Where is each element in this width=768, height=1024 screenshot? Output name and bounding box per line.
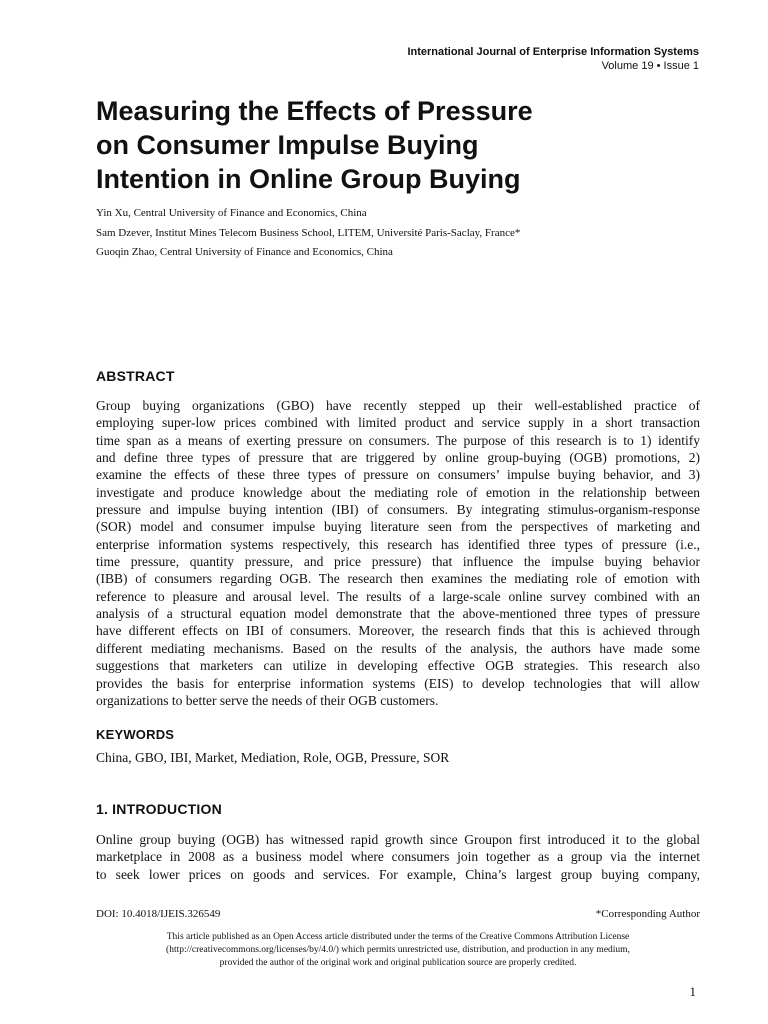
page-number: 1 <box>689 984 696 999</box>
abstract-line: organizations to better serve the needs of their OGB customers. <box>96 692 439 708</box>
introduction-line: to seek lower prices on goods and services. For example, China’s largest group buying company, <box>96 866 700 882</box>
abstract-line: time span as a means of exerting pressure on consumers. The purpose of this research is to 1) identify <box>96 432 700 448</box>
abstract-line: have different effects on IBI of consumers. Moreover, the research finds that this is achieved through <box>96 623 700 639</box>
title-line: Measuring the Effects of Pressure <box>96 96 533 126</box>
author-affiliation: Guoqin Zhao, Central University of Finance and Economics, China <box>96 246 393 258</box>
license-line: provided the author of the original work and original publication source are properly credited. <box>219 958 577 968</box>
title-line: on Consumer Impulse Buying <box>96 130 479 160</box>
abstract-line: provides the basis for enterprise information systems (EIS) to develop technologies that will allow <box>96 675 700 691</box>
license-line: This article published as an Open Access article distributed under the terms of the Creative Commons Attribution License <box>166 932 630 942</box>
introduction-body <box>96 831 700 883</box>
introduction-line: Online group buying (OGB) has witnessed rapid growth since Groupon first introduced it to the global <box>96 832 700 847</box>
author-affiliation: Sam Dzever, Institut Mines Telecom Business School, LITEM, Université Paris-Saclay, France* <box>96 226 521 239</box>
abstract-line: (SOR) model and consumer impulse buying literature seen from the perspectives of marketing and <box>96 519 700 535</box>
abstract-line: and define three types of pressure that are triggered by online group-buying (OGB) promotions, 2) <box>96 450 700 466</box>
abstract-line: suggestions that marketers can utilize in developing effective OGB strategies. This research also <box>96 658 700 674</box>
journal-issue: Volume 19 • Issue 1 <box>601 60 699 72</box>
abstract-line: investigate and produce knowledge about the mediating role of emotion in the relationship between <box>96 484 700 500</box>
abstract-body <box>96 397 700 709</box>
abstract-line: time pressure, quantity pressure, and price pressure) that influence the impulse buying behavior <box>96 554 700 570</box>
title-line: Intention in Online Group Buying <box>96 164 521 194</box>
introduction-line: marketplace in 2008 as a business model where consumers join together as a group via the internet <box>96 849 700 865</box>
paper-title <box>96 94 696 196</box>
corresponding-author-note: *Corresponding Author <box>595 908 700 920</box>
author-affiliation: Yin Xu, Central University of Finance and Economics, China <box>96 207 367 219</box>
abstract-line: pressure and impulse buying intention (IBI) of consumers. By integrating stimulus-organism-response <box>96 502 700 518</box>
abstract-line: analysis of a structural equation model demonstrate that the above-mentioned three types of pressure <box>96 606 700 622</box>
abstract-line: examine the effects of these three types of pressure on consumers’ impulse buying behavior, and 3) <box>96 467 700 483</box>
journal-name: International Journal of Enterprise Information Systems <box>407 46 699 58</box>
abstract-line: (IBB) of consumers regarding OGB. The research then examines the mediating role of emotion with <box>96 571 700 587</box>
abstract-line: Group buying organizations (GBO) have recently stepped up their well-established practice of <box>96 398 700 413</box>
doi: DOI: 10.4018/IJEIS.326549 <box>96 908 221 920</box>
keywords-heading: KEYWORDS <box>96 727 175 742</box>
author-list <box>96 204 696 263</box>
keywords-list: China, GBO, IBI, Market, Mediation, Role, OGB, Pressure, SOR <box>96 750 450 765</box>
abstract-line: different mediating mechanisms. Based on the results of the analysis, the authors have made some <box>96 640 700 656</box>
abstract-line: employing super-low prices combined with limited product and service supply in a short transaction <box>96 415 700 431</box>
journal-header <box>407 45 699 74</box>
license-line: (http://creativecommons.org/licenses/by/4.0/) which permits unrestricted use, distribution, and production in any medium, <box>166 945 630 955</box>
introduction-heading: 1. INTRODUCTION <box>96 801 222 817</box>
abstract-line: reference to pleasure and arousal level. The results of a large-scale online survey combined with an <box>96 588 700 604</box>
license-notice <box>96 931 700 970</box>
abstract-line: enterprise information systems respectively, this research has identified three types of pressure (i.e., <box>96 536 700 552</box>
abstract-heading: ABSTRACT <box>96 368 175 384</box>
